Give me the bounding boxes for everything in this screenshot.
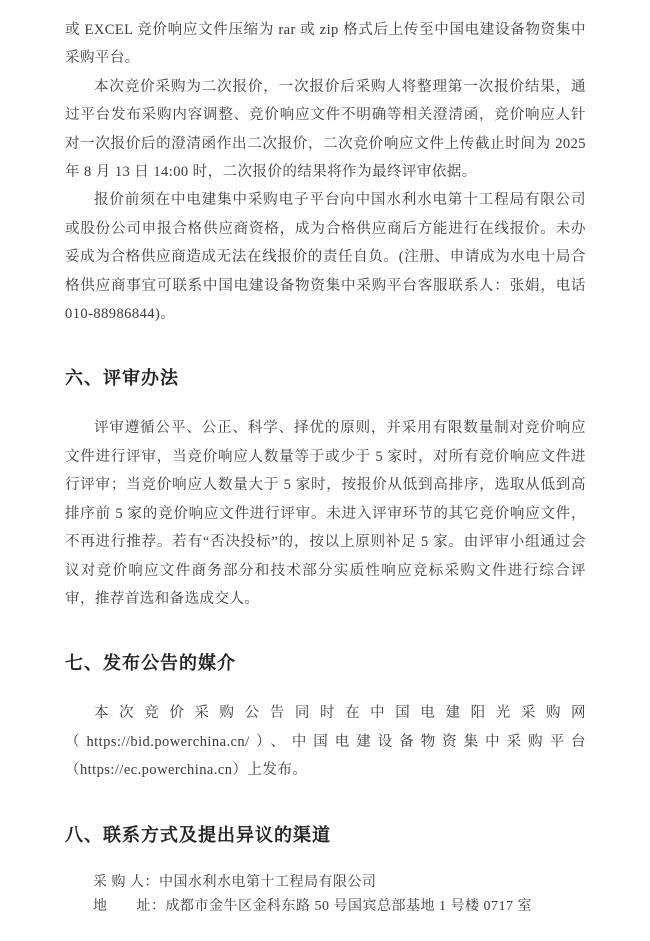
section-heading-contact-info: 八、联系方式及提出异议的渠道 (65, 824, 331, 845)
contact-block (65, 871, 586, 919)
paragraph-second-quotation: 本次竞价采购为二次报价，一次报价后采购人将整理第一次报价结果，通过平台发布采购内容调整、竞价响应文件不明确等相关澄清函，竞价响应人针对一次报价后的澄清函作出二次报价，二次竞价响应文件上传截止时间为 2025 年 8 月 13 日 14:00 时，二次报价的结果将作为最终评审依据。 (65, 78, 586, 181)
paragraph-announcement-media: 本次竞价采购公告同时在中国电建阳光采购网（https://bid.powerchina.cn/）、中国电建设备物资集中采购平台（https://ec.powerchina.cn）上发布。 (65, 705, 586, 779)
paragraph-upload-format: 或 EXCEL 竞价响应文件压缩为 rar 或 zip 格式后上传至中国电建设备物资集中采购平台。 (65, 22, 586, 67)
contact-address (93, 895, 586, 919)
contact-purchaser-value: 中国水利水电第十工程局有限公司 (159, 874, 377, 890)
contact-address-label: 地 址： (93, 898, 166, 914)
contact-purchaser (93, 871, 586, 895)
paragraph-evaluation-method: 评审遵循公平、公正、科学、择优的原则，并采用有限数量制对竞价响应文件进行评审，当竞价响应人数量等于或少于 5 家时，对所有竞价响应文件进行评审；当竞价响应人数量大于 5 家时，按报价从低到高排序，选取从低到高排序前 5 家的竞价响应文件进行评审。未进入评审环节的其它竞价响应文件，不再进行推荐。若有“否决投标”的，按以上原则补足 5 家。由评审小组通过会议对竞价响应文件商务部分和技术部分实质性响应竞标采购文件进行综合评审，推荐首选和备选成交人。 (65, 420, 586, 607)
section-heading-announcement-media: 七、发布公告的媒介 (65, 653, 236, 674)
contact-address-value: 成都市金牛区金科东路 50 号国宾总部基地 1 号楼 0717 室 (165, 898, 532, 914)
section-heading-evaluation-method: 六、评审办法 (65, 368, 179, 389)
contact-purchaser-label: 采 购 人： (93, 874, 159, 890)
paragraph-supplier-qualification: 报价前须在中电建集中采购电子平台向中国水利水电第十工程局有限公司或股份公司申报合格供应商资格，成为合格供应商后方能进行在线报价。未办妥成为合格供应商造成无法在线报价的责任自负。(注册、申请成为水电十局合格供应商事宜可联系中国电建设备物资集中采购平台客服联系人：张娟，电话 010-88986844)。 (65, 192, 586, 323)
